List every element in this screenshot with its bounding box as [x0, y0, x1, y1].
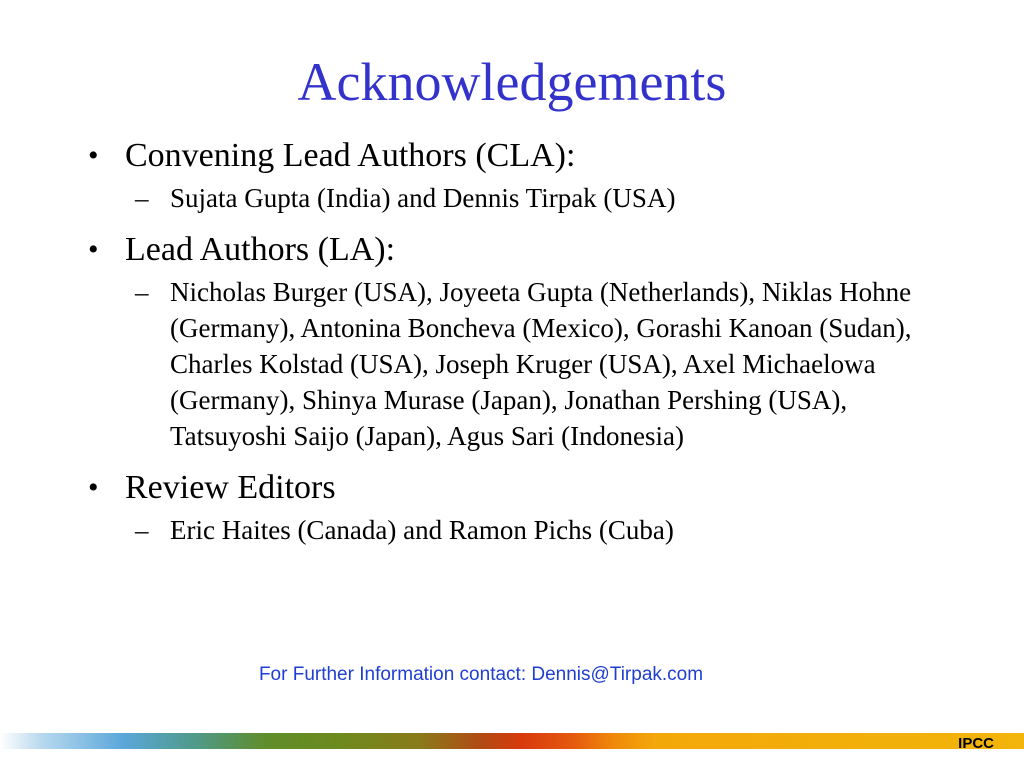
- bullet-item-review-editors: [88, 468, 968, 508]
- section-detail: Nicholas Burger (USA), Joyeeta Gupta (Netherlands), Niklas Hohne (Germany), Antonina Boncheva (Mexico), Gorashi Kanoan (Sudan), Charles Kolstad (USA), Joseph Kruger (USA), Axel Michaelowa (Germany), Shinya Murase (Japan), Jonathan Pershing (USA), Tatsuyoshi Saijo (Japan), Agus Sari (Indonesia): [170, 277, 912, 451]
- bullet-item-cla: [88, 136, 968, 176]
- section-heading: Review Editors: [125, 469, 336, 506]
- dash-icon: –: [135, 183, 149, 213]
- bullet-icon: •: [88, 139, 99, 172]
- bullet-item-la: [88, 230, 968, 270]
- bullet-icon: •: [88, 233, 99, 266]
- slide-content: [88, 136, 968, 554]
- footer-gradient-bar: [0, 733, 1024, 749]
- section-heading: Convening Lead Authors (CLA):: [125, 137, 576, 174]
- dash-icon: –: [135, 277, 149, 307]
- contact-info: For Further Information contact: Dennis@Tirpak.com: [258, 664, 704, 685]
- section-heading: Lead Authors (LA):: [125, 231, 396, 268]
- sub-item-la-names: [125, 274, 950, 454]
- bullet-icon: •: [88, 471, 99, 504]
- sub-item-review-editors-names: [125, 512, 950, 548]
- section-detail: Eric Haites (Canada) and Ramon Pichs (Cuba): [170, 515, 674, 545]
- footer-label: IPCC: [958, 735, 994, 752]
- section-detail: Sujata Gupta (India) and Dennis Tirpak (USA): [170, 183, 676, 213]
- slide-title: Acknowledgements: [297, 52, 727, 112]
- dash-icon: –: [135, 515, 149, 545]
- sub-item-cla-names: [125, 180, 950, 216]
